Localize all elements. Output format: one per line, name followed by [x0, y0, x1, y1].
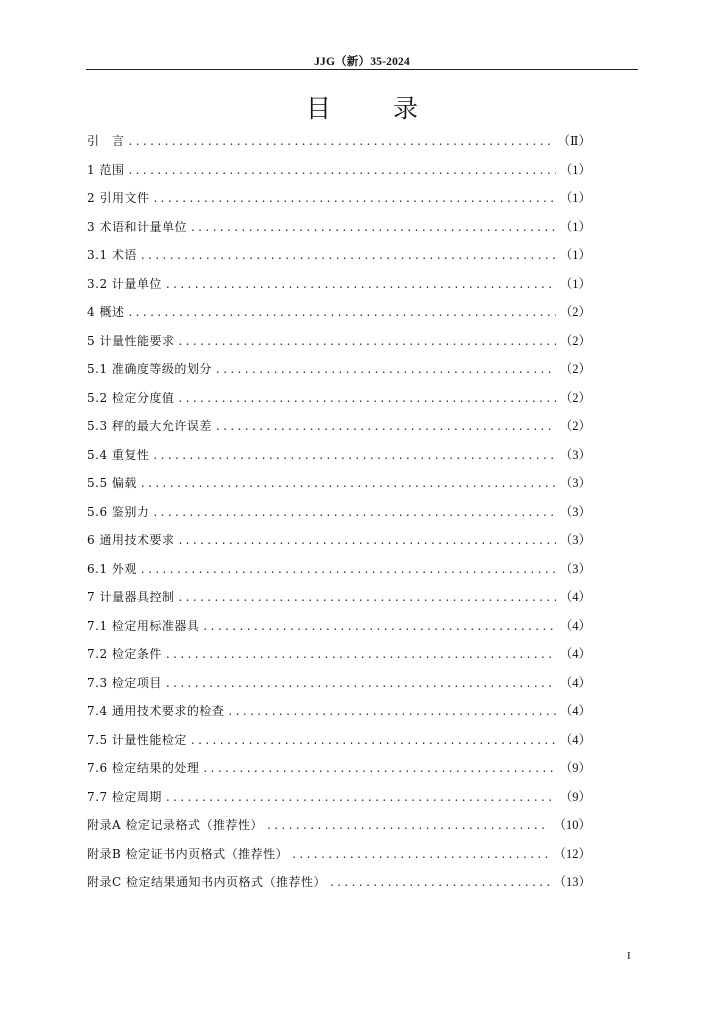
toc-entry-label: 5.5 偏载 — [87, 476, 137, 490]
toc-entry-label: 5.6 鉴别力 — [87, 504, 150, 519]
toc-entry-page: （3） — [559, 476, 591, 490]
toc-entry-label: 7.7 检定周期 — [87, 789, 162, 804]
toc-entry[interactable] — [87, 583, 591, 612]
toc-entry-page: （4） — [559, 590, 591, 604]
toc-entry-page: （13） — [553, 875, 591, 889]
toc-entry-page: （2） — [559, 333, 591, 348]
toc-entry-page: （2） — [559, 305, 591, 319]
toc-leader-dots — [203, 612, 555, 641]
toc-entry-label: 6 通用技术要求 — [87, 533, 175, 547]
toc-entry-page: （1） — [559, 162, 591, 177]
toc-entry-label: 1 范围 — [87, 162, 125, 177]
toc-entry-label: 2 引用文件 — [87, 191, 150, 205]
toc-entry[interactable] — [87, 327, 591, 356]
toc-entry[interactable] — [87, 726, 591, 755]
toc-entry-page: （4） — [559, 647, 591, 661]
toc-entry-page: （2） — [559, 419, 591, 433]
toc-leader-dots — [153, 498, 555, 527]
toc-entry-page: （3） — [559, 504, 591, 519]
toc-entry-label: 引 言 — [87, 134, 125, 148]
toc-entry[interactable] — [87, 498, 591, 527]
toc-leader-dots — [141, 469, 556, 498]
toc-leader-dots — [166, 669, 556, 698]
toc-entry-label: 7.1 检定用标准器具 — [87, 618, 200, 633]
title-char-1: 目 — [305, 94, 331, 123]
page-title — [0, 89, 724, 125]
toc-entry-page: （10） — [553, 818, 591, 832]
toc-leader-dots — [178, 526, 555, 555]
toc-entry-label: 7.4 通用技术要求的检查 — [87, 704, 225, 718]
toc-entry-label: 7 计量器具控制 — [87, 590, 175, 604]
toc-entry-page: （4） — [559, 618, 591, 633]
toc-entry-page: （1） — [559, 276, 591, 291]
toc-entry[interactable] — [87, 669, 591, 698]
toc-entry-label: 5.1 准确度等级的划分 — [87, 362, 212, 376]
toc-leader-dots — [267, 811, 550, 840]
toc-entry-page: （1） — [559, 248, 591, 262]
toc-entry[interactable] — [87, 783, 591, 812]
toc-entry-label: 5.3 秤的最大允许误差 — [87, 419, 212, 433]
toc-entry-page: （9） — [559, 761, 591, 775]
toc-leader-dots — [191, 213, 556, 242]
toc-entry[interactable] — [87, 526, 591, 555]
toc-entry-label: 附录B 检定证书内页格式（推荐性） — [87, 846, 289, 861]
toc-entry-page: （3） — [559, 533, 591, 547]
document-header-code: JJG（新）35-2024 — [314, 56, 410, 68]
toc-entry-label: 7.2 检定条件 — [87, 647, 162, 661]
toc-leader-dots — [141, 555, 556, 584]
toc-entry-label: 5.4 重复性 — [87, 447, 150, 462]
toc-leader-dots — [191, 726, 556, 755]
toc-entry-page: （4） — [559, 704, 591, 718]
toc-entry-label: 7.5 计量性能检定 — [87, 732, 187, 747]
toc-entry[interactable] — [87, 298, 591, 327]
toc-entry-page: （1） — [559, 191, 591, 205]
toc-entry[interactable] — [87, 127, 591, 156]
toc-entry-label: 附录A 检定记录格式（推荐性） — [87, 818, 263, 832]
toc-entry[interactable] — [87, 241, 591, 270]
toc-entry-page: （Ⅱ） — [557, 134, 591, 148]
toc-entry-page: （3） — [559, 447, 591, 462]
toc-leader-dots — [178, 327, 555, 356]
toc-entry-label: 4 概述 — [87, 305, 125, 319]
toc-entry[interactable] — [87, 441, 591, 470]
toc-entry[interactable] — [87, 270, 591, 299]
toc-entry[interactable] — [87, 840, 591, 869]
toc-entry-label: 3.1 术语 — [87, 248, 137, 262]
toc-leader-dots — [178, 583, 555, 612]
toc-entry[interactable] — [87, 555, 591, 584]
toc-entry-label: 3.2 计量单位 — [87, 276, 162, 291]
toc-entry-label: 7.6 检定结果的处理 — [87, 761, 200, 775]
toc-leader-dots — [141, 241, 556, 270]
toc-entry-label: 7.3 检定项目 — [87, 675, 162, 690]
toc-entry-page: （2） — [559, 362, 591, 376]
toc-leader-dots — [166, 640, 556, 669]
toc-entry[interactable] — [87, 412, 591, 441]
toc-entry-label: 6.1 外观 — [87, 561, 137, 576]
toc-entry[interactable] — [87, 697, 591, 726]
page-number: I — [627, 950, 631, 962]
toc-entry-page: （9） — [559, 789, 591, 804]
toc-entry[interactable] — [87, 184, 591, 213]
title-char-2: 录 — [393, 94, 419, 123]
toc-entry[interactable] — [87, 355, 591, 384]
toc-leader-dots — [153, 184, 555, 213]
toc-entry-label: 附录C 检定结果通知书内页格式（推荐性） — [87, 875, 326, 889]
toc-leader-dots — [178, 384, 555, 413]
toc-entry-label: 5 计量性能要求 — [87, 333, 175, 348]
table-of-contents — [87, 127, 591, 897]
toc-entry[interactable] — [87, 868, 591, 897]
toc-leader-dots — [228, 697, 555, 726]
toc-entry[interactable] — [87, 811, 591, 840]
toc-leader-dots — [330, 868, 549, 897]
header-divider — [86, 69, 638, 70]
toc-entry[interactable] — [87, 469, 591, 498]
toc-leader-dots — [128, 156, 555, 185]
toc-entry-page: （12） — [553, 846, 591, 861]
toc-entry-page: （3） — [559, 561, 591, 576]
toc-leader-dots — [292, 840, 549, 869]
toc-entry[interactable] — [87, 384, 591, 413]
toc-leader-dots — [203, 754, 555, 783]
toc-entry-label: 3 术语和计量单位 — [87, 219, 187, 234]
toc-leader-dots — [166, 783, 556, 812]
toc-entry-label: 5.2 检定分度值 — [87, 390, 175, 405]
toc-leader-dots — [166, 270, 556, 299]
toc-leader-dots — [216, 412, 556, 441]
toc-entry-page: （4） — [559, 732, 591, 747]
toc-entry[interactable] — [87, 156, 591, 185]
toc-entry-page: （2） — [559, 390, 591, 405]
toc-entry-page: （4） — [559, 675, 591, 690]
toc-entry[interactable] — [87, 213, 591, 242]
toc-leader-dots — [128, 298, 555, 327]
toc-entry[interactable] — [87, 640, 591, 669]
toc-leader-dots — [216, 355, 556, 384]
toc-entry[interactable] — [87, 612, 591, 641]
toc-leader-dots — [129, 127, 554, 156]
toc-leader-dots — [153, 441, 555, 470]
toc-entry-page: （1） — [559, 219, 591, 234]
toc-entry[interactable] — [87, 754, 591, 783]
